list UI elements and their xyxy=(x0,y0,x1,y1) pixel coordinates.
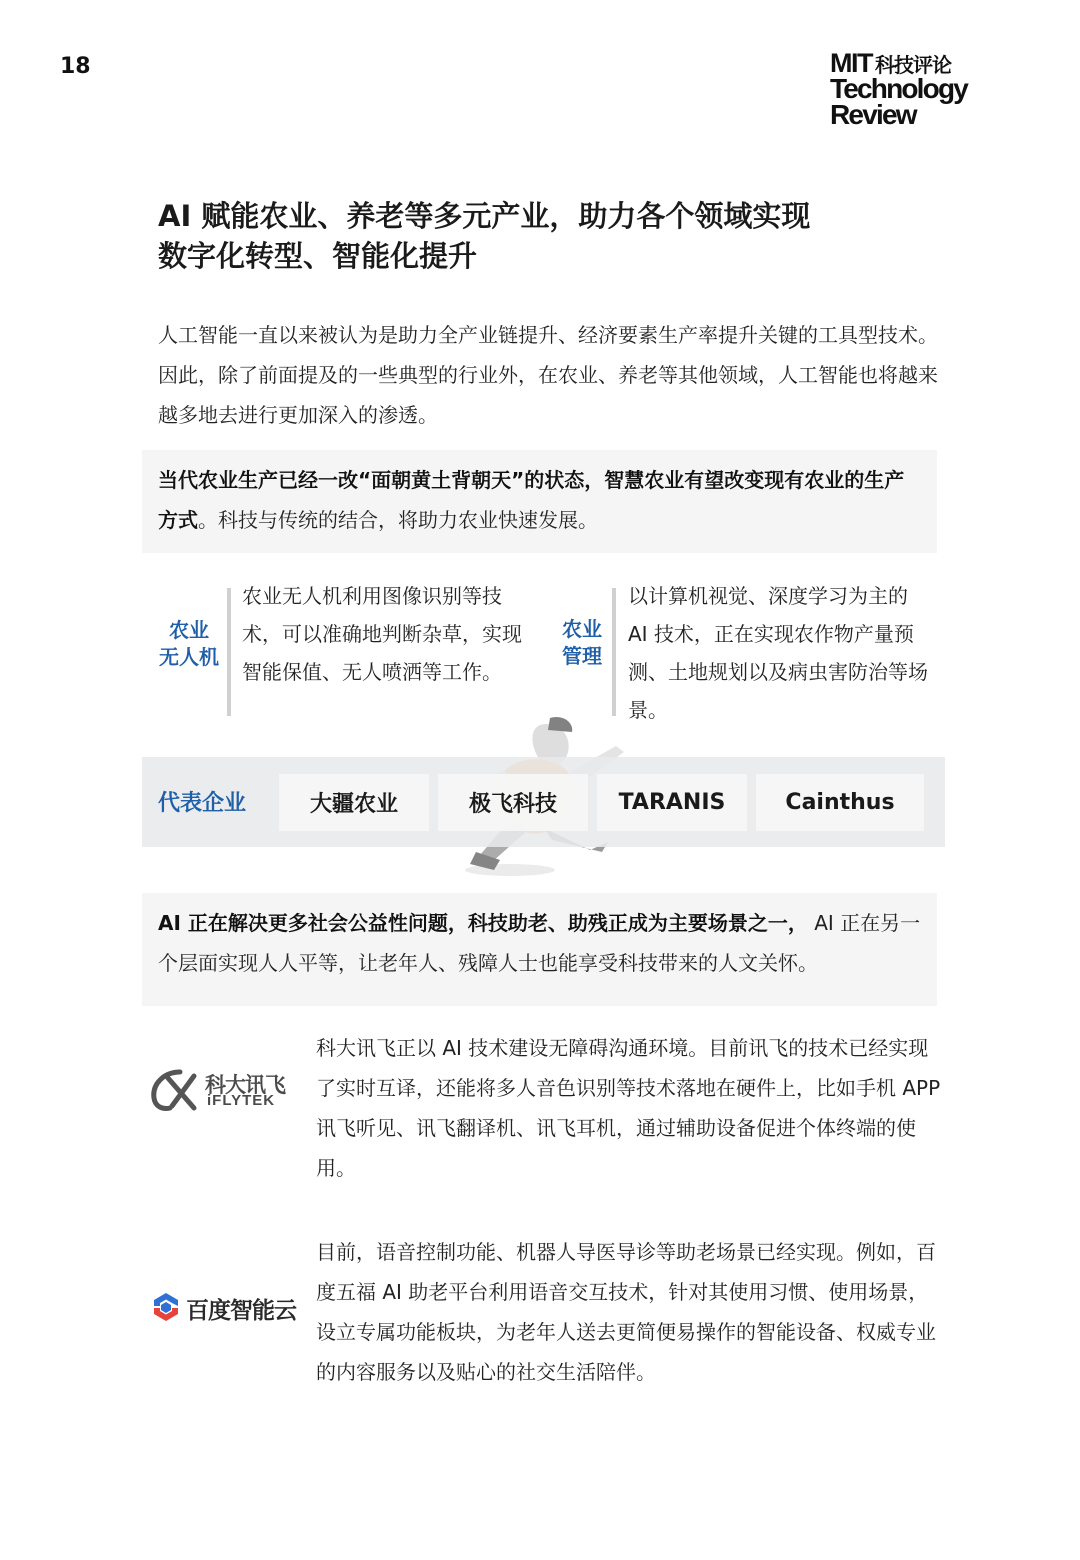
representative-companies-bar xyxy=(142,757,945,847)
iflytek-paragraph: 科大讯飞正以 AI 技术建设无障碍沟通环境。目前讯飞的技术已经实现了实时互译，还能将多人音色识别等技术落地在硬件上，比如手机 APP 讯飞听见、讯飞翻译机、讯飞耳机，通过辅助设备促进个体终端的使用。 xyxy=(316,1036,941,1180)
company-dji-agriculture: 大疆农业 xyxy=(279,774,429,831)
callout-bold-text: AI 正在解决更多社会公益性问题，科技助老、助残正成为主要场景之一， xyxy=(158,911,808,935)
feature-divider-management xyxy=(612,588,616,716)
iflytek-logo-en: iFLYTEK xyxy=(207,1092,276,1109)
feature-label-management: 农业 管理 xyxy=(562,617,602,668)
iflytek-logo xyxy=(150,1068,295,1112)
agriculture-callout xyxy=(142,450,937,553)
iflytek-logo-cn: 科大讯飞 xyxy=(205,1073,285,1097)
feature-label-drone: 农业 无人机 xyxy=(159,618,219,669)
section-heading xyxy=(158,196,938,276)
callout-bold-text: 当代农业生产已经一改“面朝黄土背朝天”的状态，智慧农业有望改变现有农业的生产方式 xyxy=(158,468,905,532)
companies-label: 代表企业 xyxy=(158,791,247,816)
feature-text-management: 以计算机视觉、深度学习为主的 AI 技术，正在实现农作物产量预测、土地规划以及病虫害防治等场景。 xyxy=(628,584,928,722)
callout-text: 。科技与传统的结合，将助力农业快速发展。 xyxy=(198,508,598,532)
heading-line-2: 数字化转型、智能化提升 xyxy=(158,239,478,273)
company-xag: 极飞科技 xyxy=(438,774,588,831)
intro-paragraph: 人工智能一直以来被认为是助力全产业链提升、经济要素生产率提升关键的工具型技术。因此，除了前面提及的一些典型的行业外，在农业、养老等其他领域，人工智能也将越来越多地去进行更加深入的渗透。 xyxy=(158,323,938,427)
feature-divider-drone xyxy=(227,588,231,716)
company-taranis: TARANIS xyxy=(597,774,747,831)
baidu-cloud-mark-icon xyxy=(152,1292,180,1322)
feature-text-drone: 农业无人机利用图像识别等技术，可以准确地判断杂草，实现智能保值、无人喷洒等工作。 xyxy=(242,584,522,684)
callout-text: AI 正在另一个层面实现人人平等，让老年人、残障人士也能享受科技带来的人文关怀。 xyxy=(158,911,921,975)
iflytek-mark-icon xyxy=(150,1068,202,1112)
page-number: 18 xyxy=(60,54,91,79)
baidu-ai-cloud-logo xyxy=(152,1290,302,1326)
social-welfare-callout xyxy=(142,893,937,1006)
logo-mit: MIT xyxy=(830,48,872,78)
logo-review: Review xyxy=(830,99,916,130)
company-cainthus: Cainthus xyxy=(756,774,924,831)
logo-technology: Technology xyxy=(830,73,968,104)
baidu-logo-cn: 百度智能云 xyxy=(186,1298,296,1324)
heading-line-1: AI 赋能农业、养老等多元产业，助力各个领域实现 xyxy=(158,199,811,233)
baidu-paragraph: 目前，语音控制功能、机器人导医导诊等助老场景已经实现。例如，百度五福 AI 助老平台利用语音交互技术，针对其使用习惯、使用场景，设立专属功能板块，为老年人送去更简便易操作的智能设备、权威专业的内容服务以及贴心的社交生活陪伴。 xyxy=(316,1240,936,1384)
logo-cn: 科技评论 xyxy=(875,53,951,77)
mit-technology-review-logo xyxy=(830,50,980,129)
